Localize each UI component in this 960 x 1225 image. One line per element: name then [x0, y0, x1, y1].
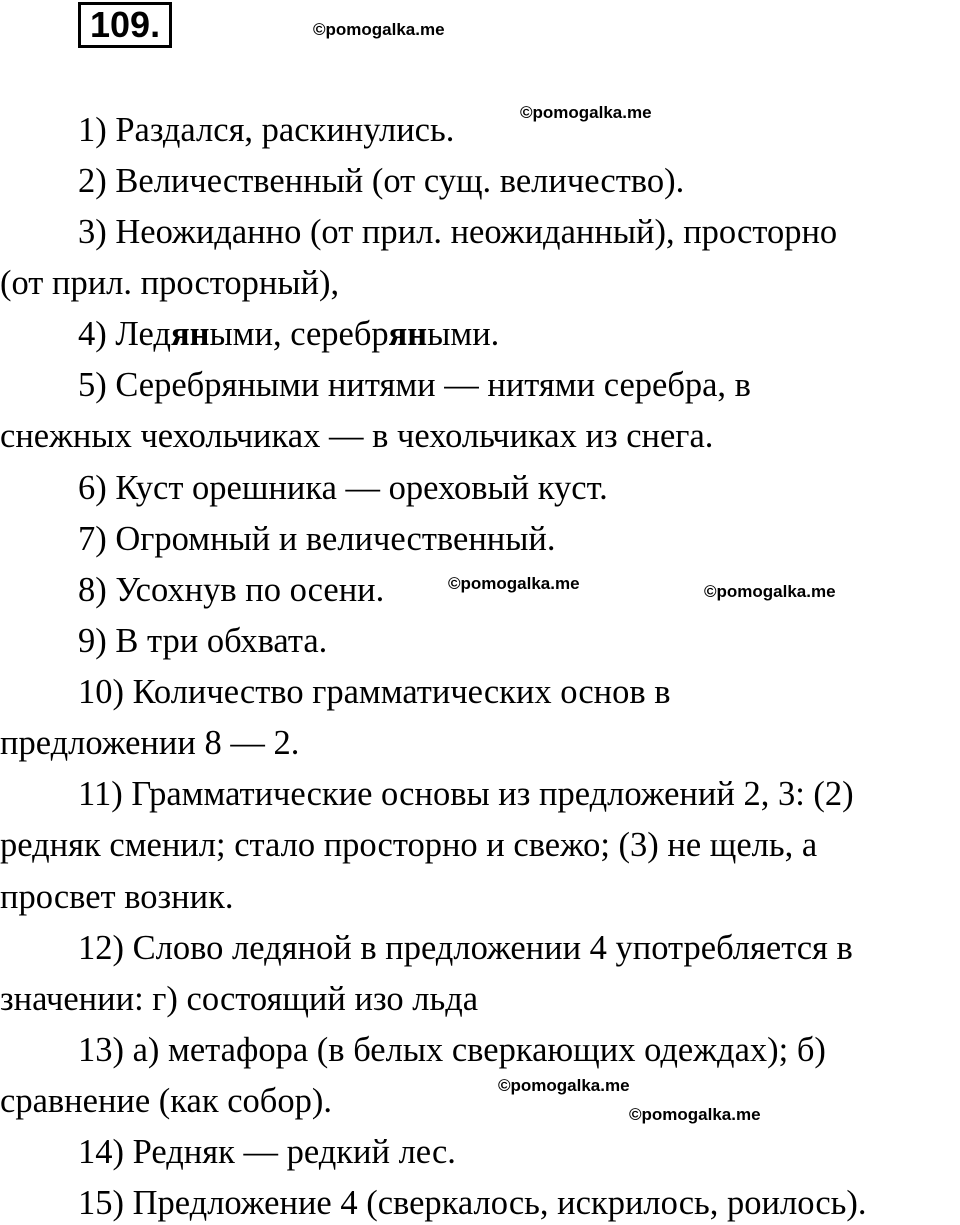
answer-13-line-2: сравнение (как собор). [0, 1082, 332, 1120]
answer-12-line-1: 12) Слово ледяной в предложении 4 употребляется в [78, 929, 853, 967]
answer-4-text: ыми, серебр [209, 315, 389, 353]
answer-11-line-3: просвет возник. [0, 878, 234, 916]
answer-8: 8) Усохнув по осени. [78, 571, 385, 609]
answer-7: 7) Огромный и величественный. [78, 520, 556, 558]
watermark: ©pomogalka.me [704, 582, 836, 601]
answer-3-line-2: (от прил. просторный), [0, 264, 340, 302]
answer-5-line-1: 5) Серебряными нитями — нитями серебра, в [78, 366, 751, 404]
answer-4 [78, 314, 499, 354]
answer-11-line-2: редняк сменил; стало просторно и свежо; (3) не щель, а [0, 826, 818, 864]
watermark: ©pomogalka.me [448, 574, 580, 593]
answer-5-line-2: снежных чехольчиках — в чехольчиках из снега. [0, 417, 714, 455]
answer-10-line-1: 10) Количество грамматических основ в [78, 673, 671, 711]
task-number: 109. [78, 2, 172, 48]
watermark: ©pomogalka.me [498, 1076, 630, 1095]
answer-11-line-1: 11) Грамматические основы из предложений 2, 3: (2) [78, 775, 854, 813]
answer-1: 1) Раздался, раскинулись. [78, 111, 455, 149]
answer-13-line-1: 13) а) метафора (в белых сверкающих одеждах); б) [78, 1031, 826, 1069]
answer-9: 9) В три обхвата. [78, 622, 328, 660]
answer-3-line-1: 3) Неожиданно (от прил. неожиданный), просторно [78, 213, 838, 251]
answer-4-bold-suffix: ян [388, 315, 428, 353]
answer-4-text: 4) Лед [78, 315, 171, 353]
watermark: ©pomogalka.me [520, 103, 652, 122]
answer-4-bold-suffix: ян [170, 315, 210, 353]
answer-12-line-2: значении: г) состоящий изо льда [0, 980, 479, 1018]
answer-15: 15) Предложение 4 (сверкалось, искрилось, роилось). [78, 1184, 867, 1222]
answer-2: 2) Величественный (от сущ. величество). [78, 162, 685, 200]
watermark: ©pomogalka.me [313, 20, 445, 39]
answer-10-line-2: предложении 8 — 2. [0, 724, 300, 762]
answer-6: 6) Куст орешника — ореховый куст. [78, 469, 608, 507]
answer-4-text: ыми. [427, 315, 500, 353]
answer-14: 14) Редняк — редкий лес. [78, 1133, 456, 1171]
watermark: ©pomogalka.me [629, 1105, 761, 1124]
